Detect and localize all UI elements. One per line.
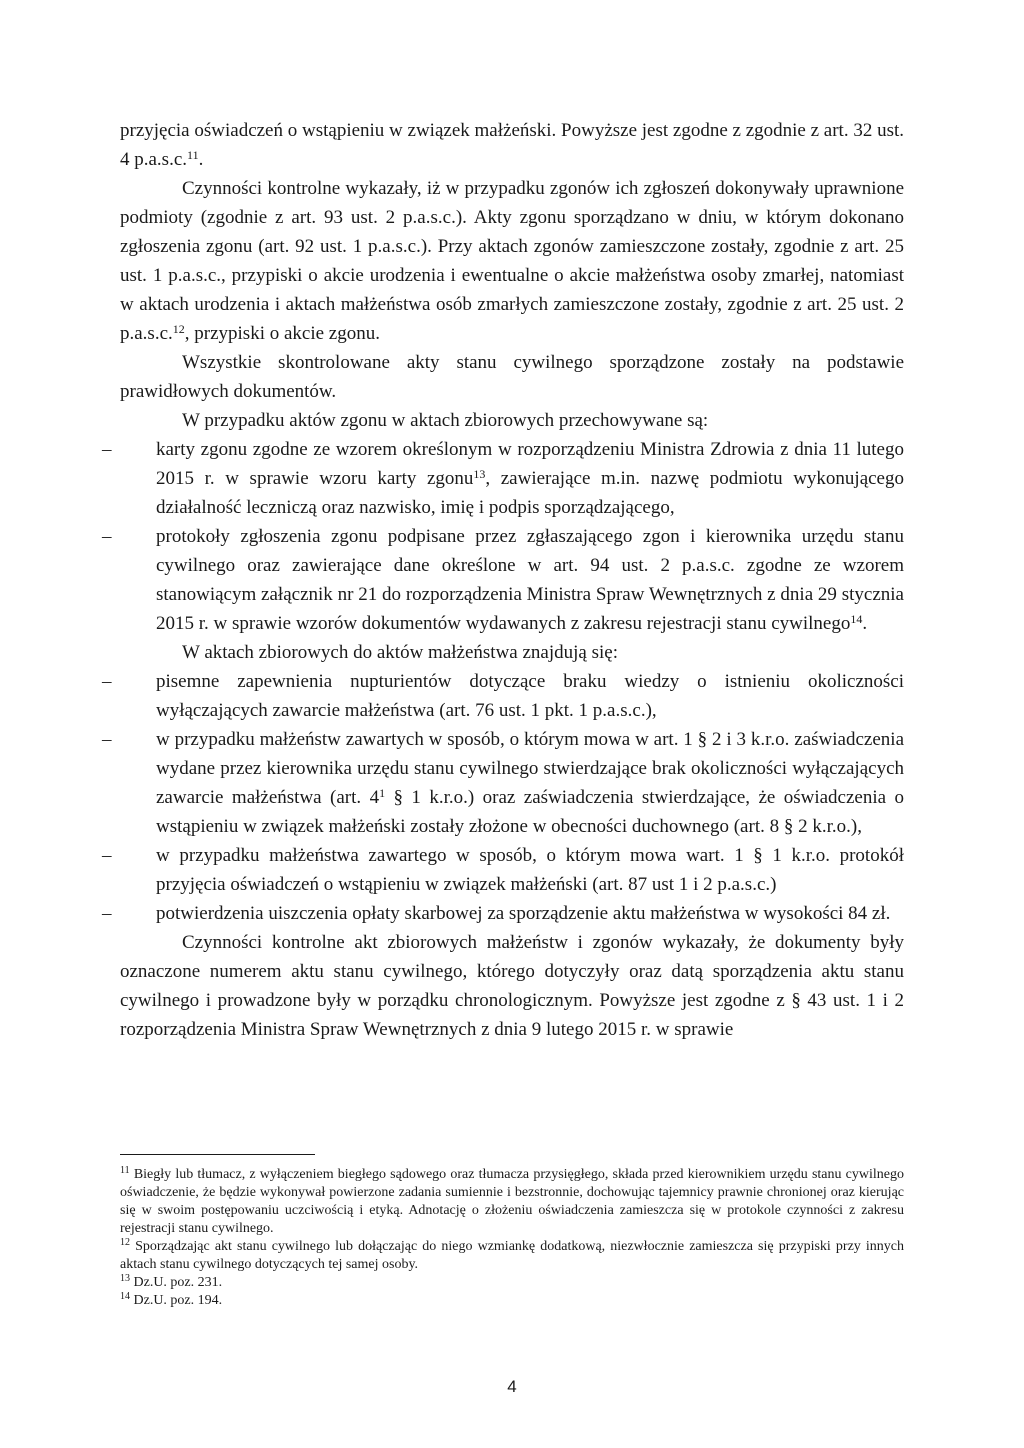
list-dash: – (102, 903, 112, 924)
footnote-number: 14 (120, 1291, 130, 1302)
list-item-text: pisemne zapewnienia nupturientów dotyczące braku wiedzy o istnieniu okoliczności wyłączających zawarcie małżeństwa (art. 76 ust. 1 pkt. 1 p.a.s.c.), (156, 671, 904, 721)
paragraph: W przypadku aktów zgonu w aktach zbiorowych przechowywane są: (182, 410, 709, 431)
list-item-text: protokoły zgłoszenia zgonu podpisane przez zgłaszającego zgon i kierownika urzędu stanu cywilnego oraz zawierające dane określone w art. 94 ust. 2 p.a.s.c. zgodne ze wzorem stanowiącym załącznik nr 21 do rozporządzenia Ministra Spraw Wewnętrznych z dnia 29 stycznia 2015 r. w sprawie wzorów dokumentów wydawanych z zakresu rejestracji stanu cywilnego (156, 526, 904, 634)
list-item-text: , zawierające m.in. nazwę podmiotu wykonującego działalność leczniczą oraz nazwisko, imię i podpis sporządzającego, (156, 468, 904, 518)
footnote-text: Biegły lub tłumacz, z wyłączeniem biegłego sądowego oraz tłumacza przysięgłego, składa przed kierownikiem urzędu stanu cywilnego oświadczenie, że będzie wykonywał powierzone zadania sumiennie i bezstronnie, dochowując tajemnicy prawnie chronionej oraz kierując się w swoim postępowaniu uczciwością i etyką. Adnotację o złożeniu oświadczenia zamieszcza się w protokole czynności z zakresu rejestracji stanu cywilnego. (120, 1167, 904, 1236)
list-item-text: karty zgonu zgodne ze wzorem określonym w rozporządzeniu Ministra Zdrowia z dnia 11 lutego 2015 r. w sprawie wzoru karty zgonu (156, 439, 904, 489)
footnote-number: 13 (120, 1273, 130, 1284)
footnote-reference: 11 (187, 148, 199, 162)
paragraph: Wszystkie skontrolowane akty stanu cywilnego sporządzone zostały na podstawie prawidłowych dokumentów. (120, 352, 904, 402)
footnote-number: 12 (120, 1237, 130, 1248)
footnote-text: Sporządzając akt stanu cywilnego lub dołączając do niego wzmiankę dodatkową, niezwłocznie zamieszcza się przypiski przy innych aktach stanu cywilnego dotyczących tej samej osoby. (120, 1239, 904, 1272)
footnote (120, 1238, 904, 1274)
paragraph (120, 116, 904, 174)
footnote-reference: 14 (850, 612, 863, 626)
list-dash: – (102, 671, 112, 692)
list-item (102, 899, 904, 928)
list-dash: – (102, 729, 112, 750)
list-item-text: . (862, 613, 868, 634)
list-dash: – (102, 526, 112, 547)
paragraph: W aktach zbiorowych do aktów małżeństwa znajdują się: (182, 642, 618, 663)
paragraph-text: , przypiski o akcie zgonu. (184, 323, 380, 344)
list-item (102, 725, 904, 841)
paragraph (120, 174, 904, 348)
list-item-text: w przypadku małżeństw zawartych w sposób, o którym mowa w art. 1 § 2 i 3 k.r.o. zaświadczenia wydane przez kierownika urzędu stanu cywilnego stwierdzające brak okoliczności wyłączających zawarcie małżeństwa (art. 4 (156, 729, 904, 808)
paragraph-text: przyjęcia oświadczeń o wstąpieniu w związek małżeński. Powyższe jest zgodne z zgodnie z art. 32 ust. 4 p.a.s.c. (120, 120, 905, 170)
footnote-separator (120, 1154, 315, 1155)
footnote-reference: 12 (172, 322, 185, 336)
page-number: 4 (507, 1377, 517, 1396)
death-records-list (102, 435, 904, 638)
body-text (102, 116, 905, 1044)
list-dash: – (102, 845, 112, 866)
footnote-number: 11 (120, 1165, 130, 1176)
list-item (102, 667, 904, 725)
footnotes (120, 1166, 904, 1310)
marriage-records-list (102, 667, 904, 928)
list-dash: – (102, 439, 112, 460)
footnote (120, 1292, 904, 1310)
superscript: 1 (379, 786, 386, 800)
list-item-text: w przypadku małżeństwa zawartego w sposób, o którym mowa wart. 1 § 1 k.r.o. protokół przyjęcia oświadczeń o wstąpieniu w związek małżeński (art. 87 ust 1 i 2 p.a.s.c.) (156, 845, 904, 895)
footnote-text: Dz.U. poz. 194. (130, 1293, 223, 1308)
list-item (102, 435, 904, 522)
footnote-text: Dz.U. poz. 231. (130, 1275, 223, 1290)
paragraph: Czynności kontrolne akt zbiorowych małżeństw i zgonów wykazały, że dokumenty były oznaczone numerem aktu stanu cywilnego, którego dotyczyły oraz datą sporządzenia aktu stanu cywilnego i prowadzone były w porządku chronologicznym. Powyższe jest zgodne z § 43 ust. 1 i 2 rozporządzenia Ministra Spraw Wewnętrznych z dnia 9 lutego 2015 r. w sprawie (120, 932, 904, 1040)
paragraph-text: . (198, 149, 204, 170)
list-item-text: § 1 k.r.o.) oraz zaświadczenia stwierdzające, że oświadczenia o wstąpieniu w związek małżeński zostały złożone w obecności duchownego (art. 8 § 2 k.r.o.), (156, 787, 904, 837)
paragraph-text: Czynności kontrolne wykazały, iż w przypadku zgonów ich zgłoszeń dokonywały uprawnione podmioty (zgodnie z art. 93 ust. 2 p.a.s.c.). Akty zgonu sporządzano w dniu, w którym dokonano zgłoszenia zgonu (art. 92 ust. 1 p.a.s.c.). Przy aktach zgonów zamieszczone zostały, zgodnie z art. 25 ust. 1 p.a.s.c., przypiski o akcie urodzenia i ewentualne o akcie małżeństwa osoby zmarłej, natomiast w aktach urodzenia i aktach małżeństwa osób zmarłych zamieszczone zostały, zgodnie z art. 25 ust. 2 p.a.s.c. (120, 178, 904, 344)
footnote (120, 1274, 904, 1292)
list-item (102, 522, 904, 638)
list-item-text: potwierdzenia uiszczenia opłaty skarbowej za sporządzenie aktu małżeństwa w wysokości 84 zł. (156, 903, 891, 924)
footnote (120, 1166, 904, 1238)
footnote-reference: 13 (473, 467, 486, 481)
list-item (102, 841, 904, 899)
